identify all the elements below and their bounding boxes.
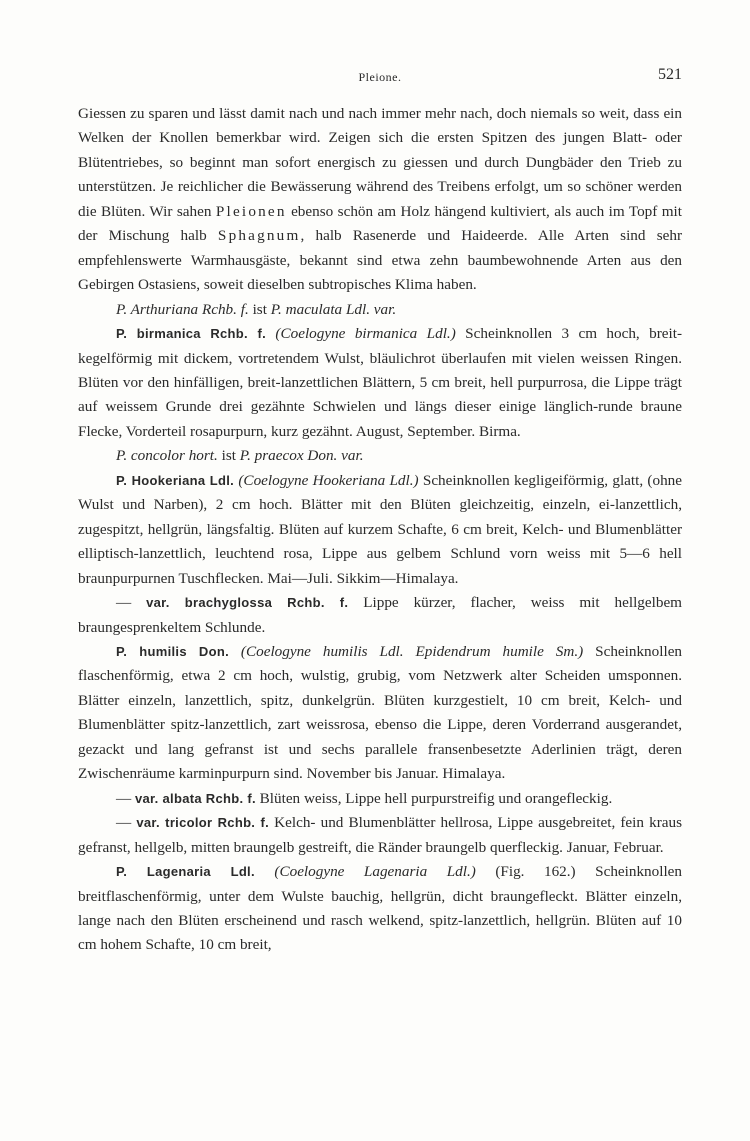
text-run: ebenso schön am Holz hängend kultiviert, als auch im Topf mit der Mischung halb	[78, 202, 682, 245]
page-header	[78, 66, 682, 86]
species-name: P. birmanica Rchb. f.	[116, 326, 267, 342]
page-number: 521	[658, 66, 682, 83]
text-run: Giessen zu sparen und lässt damit nach und nach immer mehr nach, doch niemals so weit, dass ein Welken der Knollen bemerkbar wird. Zeigen sich die ersten Spitzen des jungen Blatt- oder Blütentriebes, so beginnt man sofort energisch zu giessen und durch Dungbäder den Trieb zu unterstützen. Je reichlicher die Bewässerung während des Treibens erfolgt, um so schöner werden die Blüten. Wir sahen	[78, 105, 682, 220]
synonym: P. praecox Don. var.	[239, 447, 364, 465]
species-name: P. concolor hort.	[116, 447, 218, 465]
text-run: ist	[217, 447, 240, 465]
synonym: (Coelogyne Hookeriana Ldl.)	[238, 471, 419, 489]
text-run: , halb Rasenerde und Haideerde. Alle Arten sind sehr empfehlenswerte Warmhausgäste, bekannt sind etwa zehn baumbewohnende Arten aus den Gebirgen Ostasiens, soweit dieselben subtropisches Klima haben.	[78, 227, 682, 294]
variety-name: var. brachyglossa Rchb. f.	[146, 595, 349, 611]
variety-name: var. tricolor Rchb. f.	[136, 815, 270, 831]
description: (Fig. 162.) Scheinknollen breitflaschenförmig, unter dem Wulste bauchig, hellgrün, dicht braungefleckt. Blätter einzeln, lange nach den Blüten erscheinend und rasch welkend, spitz-lanzettlich, hellgrün. Blüten auf 10 cm hohem Schafte, 10 cm breit,	[78, 863, 683, 954]
text-run: —	[116, 594, 147, 612]
entry-tricolor	[78, 811, 682, 860]
synonym: (Coelogyne humilis Ldl. Epidendrum humile Sm.)	[240, 642, 584, 660]
species-name: P. Hookeriana Ldl.	[116, 472, 235, 488]
entry-albata	[78, 787, 682, 811]
synonym: P. maculata Ldl. var.	[270, 300, 397, 318]
species-name: P. humilis Don.	[116, 643, 229, 659]
running-title: Pleione.	[358, 70, 402, 84]
entry-lagenaria	[78, 860, 682, 958]
entry-brachyglossa	[78, 591, 682, 640]
description: Scheinknollen kegligeiförmig, glatt, (ohne Wulst und Narben), 2 cm hoch. Blätter mit den Blüten gleichzeitig, einzeln, ei-lanzettlich, zugespitzt, hellgrün, längsfaltig. Blüten auf kurzem Schafte, 6 cm breit, Kelch- und Blumenblätter elliptisch-lanzettlich, leuchtend rosa, Lippe aus gelbem Schlund vorn weiss mit 5—6 hell braunpurpurnen Tuschflecken. Mai—Juli. Sikkim—Himalaya.	[78, 471, 682, 587]
entry-concolor	[78, 444, 682, 468]
entry-birmanica	[78, 322, 682, 444]
variety-name: var. albata Rchb. f.	[134, 790, 256, 806]
body-text	[78, 102, 682, 958]
description: Scheinknollen flaschenförmig, etwa 2 cm hoch, wulstig, grubig, vom Netzwerk alter Scheiden umsponnen. Blätter einzeln, lanzettlich, spitz, dunkelgrün. Blüten kurzgestielt, 10 cm breit, Kelch- und Blumenblätter spitz-lanzettlich, zart weissrosa, ebenso die Lippe, deren Vorderrand ausgerandet, gezackt und lang gefranst ist und sechs parallele fransenbesetzte Aderlinien trägt, deren Zwischenräume karminpurpurn sind. November bis Januar. Himalaya.	[78, 642, 683, 783]
entry-hookeriana	[78, 469, 682, 591]
synonym: (Coelogyne Lagenaria Ldl.)	[274, 863, 476, 881]
entry-humilis	[78, 640, 682, 787]
emphasis-sphagnum: Sphagnum	[217, 227, 301, 245]
description: Lippe kürzer, flacher, weiss mit hellgelbem braungesprenkeltem Schlunde.	[78, 594, 682, 636]
species-name: P. Arthuriana Rchb. f.	[116, 300, 249, 318]
description: Blüten weiss, Lippe hell purpurstreifig und orangefleckig.	[255, 789, 613, 807]
text-run: —	[116, 789, 135, 807]
description: Kelch- und Blumenblätter hellrosa, Lippe ausgebreitet, fein kraus gefranst, hellgelb, mitten braungelb gestreift, die Ränder braungelb querfleckig. Januar, Februar.	[78, 814, 683, 856]
emphasis-pleionen: Pleionen	[215, 202, 287, 220]
text-run: —	[116, 814, 137, 832]
text-run: ist	[248, 300, 271, 318]
description: Scheinknollen 3 cm hoch, breit-kegelförmig mit dickem, vortretendem Wulst, bläulichrot überlaufen mit vielen weissen Ringen. Blüten vor den hinfälligen, breit-lanzettlichen Blättern, 5 cm breit, hell purpurrosa, die Lippe trägt auf weissem Grunde drei gezähnte Schwielen und längs dieser einige länglich-runde braune Flecke, Vorderteil rosapurpurn, kurz gezähnt. August, September. Birma.	[78, 325, 683, 440]
synonym: (Coelogyne birmanica Ldl.)	[275, 325, 456, 343]
paragraph-cultivation	[78, 102, 682, 298]
entry-arthuriana	[78, 298, 682, 322]
species-name: P. Lagenaria Ldl.	[116, 864, 255, 880]
